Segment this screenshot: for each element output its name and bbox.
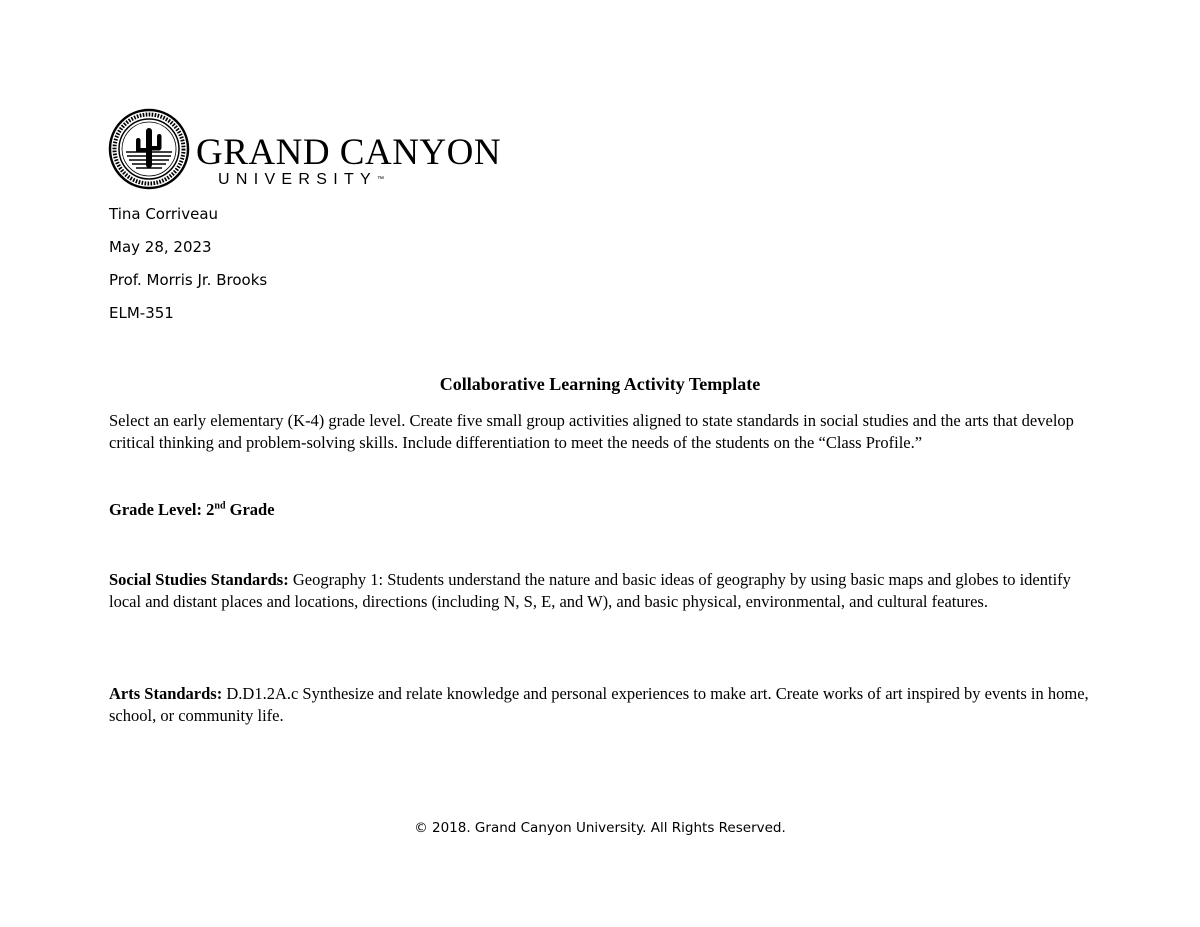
arts-label: Arts Standards: xyxy=(109,684,223,703)
logo-subtitle-text: UNIVERSITY xyxy=(218,171,378,188)
student-name: Tina Corriveau xyxy=(109,205,219,223)
intro-paragraph: Select an early elementary (K-4) grade level. Create five small group activities aligned to state standards in social studies and the arts that develop critical thinking and problem-solving skills. Include differentiation to meet the needs of the students on the “Class Profile.” xyxy=(109,411,1074,452)
arts-text: D.D1.2A.c Synthesize and relate knowledge and personal experiences to make art. Create works of art inspired by events in home, school, or community life. xyxy=(109,684,1089,725)
social-studies-label: Social Studies Standards: xyxy=(109,570,289,589)
logo-wordmark: GRAND CANYON xyxy=(196,132,502,173)
grade-level-suffix: Grade xyxy=(225,500,275,519)
copyright-footer: © 2018. Grand Canyon University. All Rights Reserved. xyxy=(414,820,786,836)
university-logo xyxy=(108,108,502,190)
logo-subtitle xyxy=(218,171,384,189)
document-title: Collaborative Learning Activity Template xyxy=(439,374,761,394)
professor-name: Prof. Morris Jr. Brooks xyxy=(109,271,268,289)
submission-date: May 28, 2023 xyxy=(109,238,212,256)
arts-standards xyxy=(109,683,1099,727)
grade-level-label: Grade Level: 2 xyxy=(109,500,215,519)
grade-level-superscript: nd xyxy=(214,500,226,512)
grade-level xyxy=(109,499,1099,521)
seal-icon xyxy=(108,108,190,190)
social-studies-standards xyxy=(109,569,1099,613)
social-studies-text: Geography 1: Students understand the nature and basic ideas of geography by using basic maps and globes to identify local and distant places and locations, directions (including N, S, E, and W), and basic physical, environmental, and cultural features. xyxy=(109,570,1071,611)
course-code: ELM-351 xyxy=(109,304,174,322)
trademark-mark: ™ xyxy=(377,176,385,183)
